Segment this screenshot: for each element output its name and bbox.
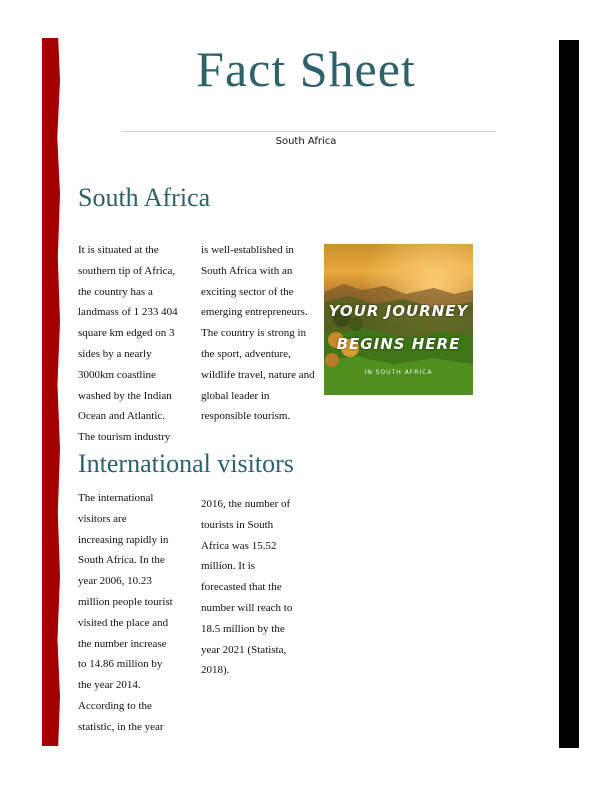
text-line: year 2006, 10.23 bbox=[78, 575, 152, 588]
text-line: South Africa with an bbox=[201, 264, 293, 277]
text-line: wildlife travel, nature and bbox=[201, 368, 315, 381]
section-heading-south-africa: South Africa bbox=[78, 183, 211, 212]
text-line: global leader in bbox=[201, 389, 270, 402]
text-line: responsible tourism. bbox=[201, 410, 291, 423]
image-caption-line-2: BEGINS HERE bbox=[336, 335, 461, 353]
text-line: square km edged on 3 bbox=[78, 327, 175, 340]
text-line: visitors are bbox=[78, 512, 127, 525]
text-line: 3000km coastline bbox=[78, 368, 156, 381]
text-line: number will reach to bbox=[201, 601, 293, 614]
text-line: landmass of 1 233 404 bbox=[78, 306, 178, 319]
text-line: million. It is bbox=[201, 560, 256, 573]
text-line: tourists in South bbox=[201, 518, 274, 531]
text-line: year 2021 (Statista, bbox=[201, 643, 287, 656]
text-line: 2018). bbox=[201, 664, 230, 677]
text-line: exciting sector of the bbox=[201, 285, 294, 298]
text-line: The international bbox=[78, 492, 154, 504]
visitors-column-2 bbox=[201, 494, 319, 681]
text-line: The country is strong in bbox=[201, 327, 307, 340]
title-divider bbox=[122, 131, 496, 132]
text-line: southern tip of Africa, bbox=[78, 264, 176, 277]
text-line: Africa was 15.52 bbox=[201, 539, 277, 552]
text-line: million people tourist bbox=[78, 595, 173, 608]
text-line: the year 2014. bbox=[78, 679, 141, 692]
text-line: 2016, the number of bbox=[201, 498, 291, 510]
text-line: According to the bbox=[78, 699, 152, 712]
text-line: South Africa. In the bbox=[78, 554, 165, 567]
text-line: to 14.86 million by bbox=[78, 658, 163, 671]
text-line: sides by a nearly bbox=[78, 347, 152, 360]
text-line: the sport, adventure, bbox=[201, 347, 291, 360]
text-line: 18.5 million by the bbox=[201, 622, 285, 635]
page-title: Fact Sheet bbox=[196, 41, 416, 97]
text-line: is well-established in bbox=[201, 244, 294, 256]
text-line: the number increase bbox=[78, 637, 167, 650]
text-line: forecasted that the bbox=[201, 581, 282, 594]
section-heading-international-visitors: International visitors bbox=[78, 449, 294, 478]
text-line: The tourism industry bbox=[78, 431, 171, 444]
south-africa-column-1 bbox=[78, 240, 196, 448]
text-line: washed by the Indian bbox=[78, 389, 172, 402]
text-line: increasing rapidly in bbox=[78, 533, 169, 546]
tourism-promo-image bbox=[324, 244, 473, 395]
text-line: visited the place and bbox=[78, 616, 169, 629]
text-line: It is situated at the bbox=[78, 244, 159, 256]
text-line: statistic, in the year bbox=[78, 720, 164, 733]
image-caption-line-1: YOUR JOURNEY bbox=[328, 302, 469, 320]
image-caption-line-3: IN SOUTH AFRICA bbox=[364, 369, 433, 376]
text-line: emerging entrepreneurs. bbox=[201, 306, 308, 319]
text-line: Ocean and Atlantic. bbox=[78, 410, 166, 423]
text-line: the country has a bbox=[78, 285, 153, 298]
visitors-column-1 bbox=[78, 488, 196, 738]
page-subtitle: South Africa bbox=[275, 136, 337, 147]
south-africa-column-2 bbox=[201, 240, 326, 427]
